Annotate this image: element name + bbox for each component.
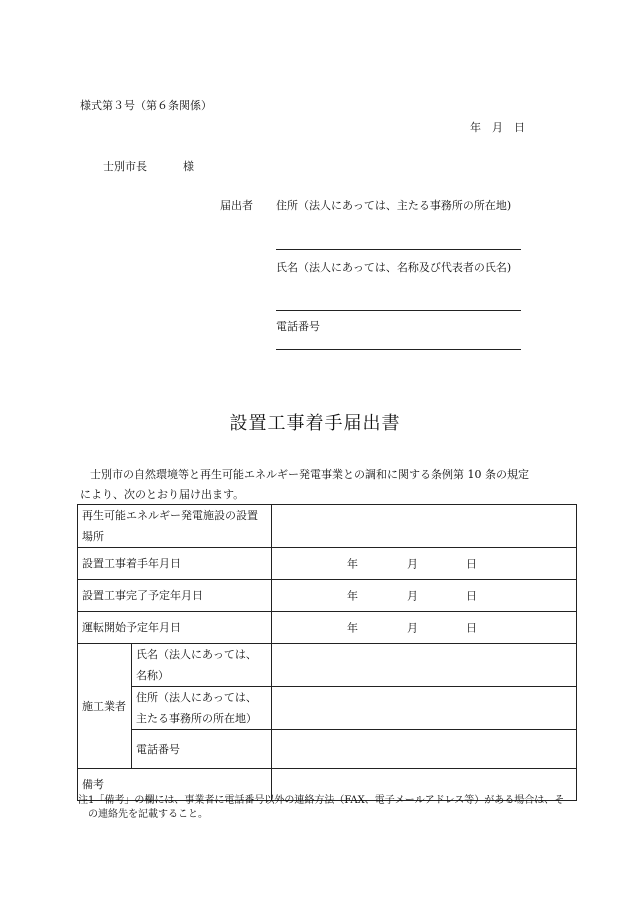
year-label: 年: [347, 589, 358, 602]
table-row: [78, 644, 577, 687]
footnote-line-2: の連絡先を記載すること。: [88, 809, 208, 820]
contractor-address-label: 住所（法人にあっては、主たる事務所の所在地）: [132, 687, 272, 730]
start-date-input[interactable]: [272, 548, 577, 580]
applicant-name-label: 氏名（法人にあっては、名称及び代表者の氏名): [276, 261, 512, 274]
honorific: 様: [183, 160, 194, 173]
form-table: [77, 504, 577, 801]
footnote: [78, 794, 578, 822]
applicant-phone-line[interactable]: [276, 349, 521, 350]
year-label: 年: [347, 621, 358, 634]
operation-date-label: 運転開始予定年月日: [78, 612, 272, 644]
table-row: [78, 612, 577, 644]
year-label: 年: [347, 557, 358, 570]
footnote-line-1: 注1「備考」の欄には、事業者に電話番号以外の連絡方法（FAX、電子メールアドレス等）がある場合は、そ: [78, 795, 565, 806]
intro-line-1: 士別市の自然環境等と再生可能エネルギー発電事業との調和に関する条例第 10 条の規定: [90, 468, 529, 481]
applicant-address-line[interactable]: [276, 249, 521, 250]
month-label: 月: [407, 621, 418, 634]
table-row: [78, 580, 577, 612]
applicant-address-label: 住所（法人にあっては、主たる事務所の所在地): [276, 199, 512, 212]
completion-date-input[interactable]: [272, 580, 577, 612]
contractor-phone-label: 電話番号: [132, 730, 272, 769]
table-row: [78, 687, 577, 730]
day-label: 日: [466, 621, 477, 634]
applicant-phone-label: 電話番号: [276, 320, 320, 333]
intro-line-2: により、次のとおり届け出ます。: [80, 488, 245, 501]
day-label: 日: [466, 557, 477, 570]
location-label: 再生可能エネルギー発電施設の設置場所: [78, 505, 272, 548]
contractor-name-label: 氏名（法人にあっては、名称）: [132, 644, 272, 687]
contractor-phone-input[interactable]: [272, 730, 577, 769]
remarks-label: 備考: [78, 769, 272, 801]
form-number: 様式第３号（第６条関係）: [80, 99, 212, 112]
operation-date-input[interactable]: [272, 612, 577, 644]
applicant-label: 届出者: [220, 199, 253, 212]
location-input[interactable]: [272, 505, 577, 548]
month-label: 月: [407, 589, 418, 602]
table-row: [78, 730, 577, 769]
start-date-label: 設置工事着手年月日: [78, 548, 272, 580]
table-row: [78, 548, 577, 580]
applicant-name-line[interactable]: [276, 310, 521, 311]
document-title: 設置工事着手届出書: [229, 413, 401, 434]
submission-date: 年 月 日: [470, 121, 525, 134]
contractor-label: 施工業者: [78, 644, 132, 769]
completion-date-label: 設置工事完了予定年月日: [78, 580, 272, 612]
contractor-name-input[interactable]: [272, 644, 577, 687]
table-row: [78, 505, 577, 548]
contractor-address-input[interactable]: [272, 687, 577, 730]
month-label: 月: [407, 557, 418, 570]
intro-text: [80, 465, 570, 505]
day-label: 日: [466, 589, 477, 602]
addressee: 士別市長: [103, 160, 147, 173]
